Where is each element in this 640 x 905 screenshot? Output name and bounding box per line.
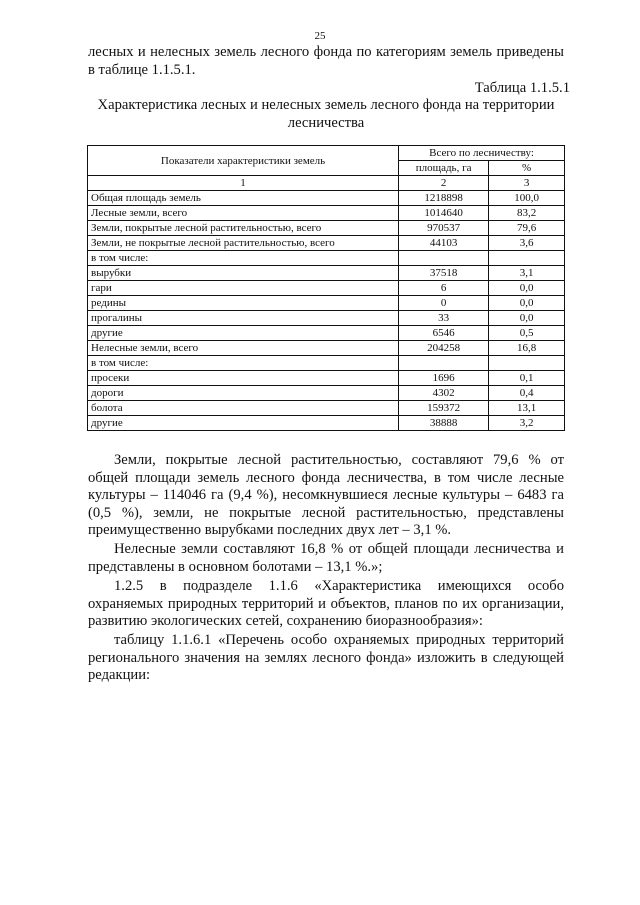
- row-percent: 0,0: [489, 311, 565, 326]
- row-indicator: болота: [88, 401, 399, 416]
- table-row: [88, 206, 565, 221]
- header-total-group: Всего по лесничеству:: [399, 146, 565, 161]
- row-percent: 3,2: [489, 416, 565, 431]
- row-percent: 0,5: [489, 326, 565, 341]
- row-area: 159372: [399, 401, 489, 416]
- land-characteristics-table: [87, 145, 565, 431]
- row-area: 970537: [399, 221, 489, 236]
- paragraph-section-1-2-5: 1.2.5 в подразделе 1.1.6 «Характеристика имеющихся особо охраняемых природных территорий и объектов, планов по их организации, развитию экологических сетей, сохранению биоразнообразия»:: [88, 578, 564, 629]
- row-indicator: Общая площадь земель: [88, 191, 399, 206]
- row-area: 37518: [399, 266, 489, 281]
- row-indicator: Земли, не покрытые лесной растительностью, всего: [88, 236, 399, 251]
- row-area: 1218898: [399, 191, 489, 206]
- row-indicator: редины: [88, 296, 399, 311]
- row-indicator: другие: [88, 326, 399, 341]
- row-indicator: Нелесные земли, всего: [88, 341, 399, 356]
- row-percent: 3,6: [489, 236, 565, 251]
- table-row: [88, 191, 565, 206]
- row-percent: 0,0: [489, 296, 565, 311]
- paragraph-table-1-1-6-1: таблицу 1.1.6.1 «Перечень особо охраняемых природных территорий регионального значения на землях лесного фонда» изложить в следующей редакции:: [88, 632, 564, 683]
- table-row: [88, 401, 565, 416]
- table-row: [88, 296, 565, 311]
- row-percent: 16,8: [489, 341, 565, 356]
- row-indicator: вырубки: [88, 266, 399, 281]
- row-indicator: в том числе:: [88, 356, 399, 371]
- header-indicators: Показатели характеристики земель: [88, 146, 399, 176]
- row-percent: [489, 251, 565, 266]
- column-number-2: 2: [399, 176, 489, 191]
- row-area: 6546: [399, 326, 489, 341]
- page-number: 25: [314, 30, 326, 42]
- table-row: [88, 221, 565, 236]
- row-percent: 0,0: [489, 281, 565, 296]
- row-area: 1014640: [399, 206, 489, 221]
- table-caption: Характеристика лесных и нелесных земель лесного фонда на территории лесничества: [97, 97, 555, 131]
- row-percent: 0,4: [489, 386, 565, 401]
- row-area: 33: [399, 311, 489, 326]
- row-percent: 3,1: [489, 266, 565, 281]
- column-number-1: 1: [88, 176, 399, 191]
- table-row: [88, 236, 565, 251]
- table-label: Таблица 1.1.5.1: [474, 80, 570, 96]
- table-row: [88, 266, 565, 281]
- header-area: площадь, га: [399, 161, 489, 176]
- intro-paragraph: лесных и нелесных земель лесного фонда по категориям земель приведены в таблице 1.1.5.1.: [88, 44, 564, 78]
- row-indicator: дороги: [88, 386, 399, 401]
- row-percent: [489, 356, 565, 371]
- row-percent: 79,6: [489, 221, 565, 236]
- row-area: 0: [399, 296, 489, 311]
- row-area: 1696: [399, 371, 489, 386]
- column-number-3: 3: [489, 176, 565, 191]
- row-percent: 83,2: [489, 206, 565, 221]
- table-row: [88, 386, 565, 401]
- row-indicator: Лесные земли, всего: [88, 206, 399, 221]
- table-row: [88, 341, 565, 356]
- paragraph-forest-covered: Земли, покрытые лесной растительностью, составляют 79,6 % от общей площади земель лесного фонда лесничества, в том числе лесные культуры – 114046 га (9,4 %), несомкнувшиеся лесные культуры – 6483 га (0,5 %), земли, не покрытые лесной растительностью, представлены преимущественно вырубками последних двух лет – 3,1 %.: [88, 452, 564, 538]
- row-area: [399, 356, 489, 371]
- row-area: 4302: [399, 386, 489, 401]
- table-row: [88, 326, 565, 341]
- table-row: [88, 311, 565, 326]
- row-percent: 100,0: [489, 191, 565, 206]
- row-percent: 13,1: [489, 401, 565, 416]
- row-area: 44103: [399, 236, 489, 251]
- row-indicator: гари: [88, 281, 399, 296]
- row-area: [399, 251, 489, 266]
- table-row: [88, 281, 565, 296]
- row-indicator: в том числе:: [88, 251, 399, 266]
- table-row: [88, 356, 565, 371]
- header-percent: %: [489, 161, 565, 176]
- table-row: [88, 416, 565, 431]
- row-indicator: другие: [88, 416, 399, 431]
- row-indicator: просеки: [88, 371, 399, 386]
- row-percent: 0,1: [489, 371, 565, 386]
- row-indicator: прогалины: [88, 311, 399, 326]
- paragraph-nonforest: Нелесные земли составляют 16,8 % от общей площади лесничества и представлены в основном болотами – 13,1 %.»;: [88, 541, 564, 575]
- table-body: [88, 191, 565, 431]
- row-area: 38888: [399, 416, 489, 431]
- row-indicator: Земли, покрытые лесной растительностью, всего: [88, 221, 399, 236]
- row-area: 6: [399, 281, 489, 296]
- table-row: [88, 371, 565, 386]
- table-row: [88, 251, 565, 266]
- row-area: 204258: [399, 341, 489, 356]
